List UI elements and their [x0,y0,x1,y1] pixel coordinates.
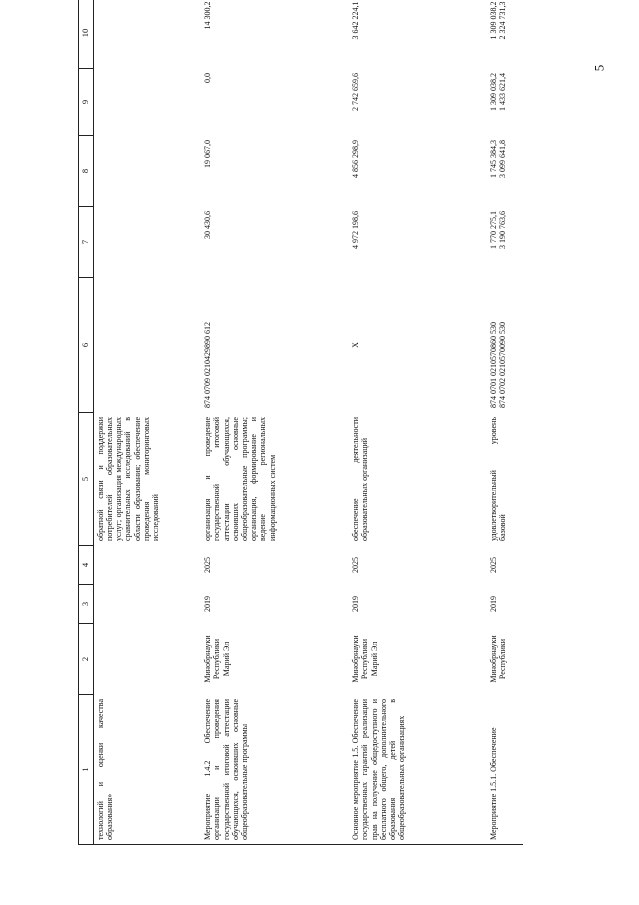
budget-code-line: X [351,342,361,348]
executor-cell: Минобрнауки Республики Марий Эл [351,635,379,683]
header-col-3: 3 [79,585,94,624]
end-year-cell: 2025 [203,557,213,573]
start-year-cell [93,585,201,624]
executor-cell: Минобрнауки Республики Марий Эл [203,635,231,683]
expected-result-cell: удовлетворительный уровень базовой [489,417,508,541]
amount-line: 2 324 731,3 [498,1,508,40]
activity-name-cell: Мероприятие 1.5.1. Обеспечение [487,695,523,845]
executor-cell [93,624,201,695]
amount-col-8-cell [201,136,349,207]
amount-col-8-cell [93,136,201,207]
amount-line: 30 430,6 [203,211,213,239]
amount-line: 2 742 659,6 [351,73,361,111]
header-col-9: 9 [79,69,94,136]
table-row [93,0,201,845]
executor-cell: Минобрнауки Республики [489,635,508,683]
table-header-row [79,0,94,845]
activity-name-cell: Мероприятие 1.4.2 Обеспечение организации и проведения государственной итоговой аттестации обучающихся, освоивших основные общеобразовательные программы [201,695,349,845]
end-year-cell: 2025 [489,557,499,573]
amount-col-9-cell [349,69,487,136]
budget-code-cell [201,278,349,413]
amount-line: 0,0 [203,73,213,83]
budget-code-cell [487,278,523,413]
budget-code-line: 874 0702 0210570090 530 [498,322,508,408]
amount-col-10-cell [349,0,487,69]
amount-line: 3 099 641,8 [498,140,508,178]
amount-col-7-cell [93,207,201,278]
amount-col-7-cell [349,207,487,278]
amount-line: 4 856 298,9 [351,140,361,178]
table-row [487,0,523,845]
amount-col-9-cell [487,69,523,136]
amount-col-9-cell [201,69,349,136]
start-year-cell: 2019 [203,596,213,612]
header-col-1: 1 [79,695,94,845]
amount-col-7-cell [201,207,349,278]
amount-line: 1 770 275,1 [489,211,499,249]
amount-col-8-cell [487,136,523,207]
amount-col-7-cell [487,207,523,278]
amount-line: 19 067,0 [203,140,213,168]
amount-col-10-cell [93,0,201,69]
budget-code-cell [349,278,487,413]
start-year-cell: 2019 [489,596,499,612]
end-year-cell: 2025 [351,557,361,573]
amount-col-8-cell [349,136,487,207]
header-col-7: 7 [79,207,94,278]
header-col-6: 6 [79,278,94,413]
amount-line: 1 309 038,2 [489,1,499,40]
budget-code-line: 874 0701 0210570860 530 [489,322,499,408]
header-col-8: 8 [79,136,94,207]
budget-code-cell [93,278,201,413]
table-row [201,0,349,845]
amount-line: 14 300,2 [203,1,213,30]
activity-name-cell: Основное мероприятие 1.5. Обеспечение государственных гарантий реализации прав на получение общедоступного и бесплатного общего, дополнительного образования детей в общеобразовательных организациях [349,695,487,845]
expected-result-cell: обеспечение деятельности образовательных организаций [351,417,370,541]
table-row [349,0,487,845]
start-year-cell: 2019 [351,596,361,612]
amount-line: 1 745 384,3 [489,140,499,178]
end-year-cell [93,546,201,585]
amount-line: 3 190 763,6 [498,211,508,249]
header-col-2: 2 [79,624,94,695]
header-col-5: 5 [79,413,94,546]
page-number: 5 [591,64,607,72]
header-col-10: 10 [79,0,94,69]
amount-col-10-cell [487,0,523,69]
header-col-4: 4 [79,546,94,585]
amount-line: 1 433 621,4 [498,73,508,111]
expected-result-cell: организация и проведение государственной итоговой аттестации обучающихся, освоивших основные общеобразовательные программы; организация, формирование и ведение региональных информационных систем [203,417,277,541]
amount-col-10-cell [201,0,349,69]
amount-col-9-cell [93,69,201,136]
expected-result-cell: обратной связи и поддержки потребителей образовательных услуг; организация международных сравнительных исследований в области образования; обеспечение проведения мониторинговых исследований [95,417,160,541]
program-activities-table [78,0,523,845]
amount-line: 1 309 038,2 [489,73,499,111]
activity-name-cell: технологий и оценки качества образования» [93,695,201,845]
budget-code-line: 874 0709 0210429890 612 [203,322,213,408]
amount-line: 4 972 198,6 [351,211,361,249]
amount-line: 3 642 224,1 [351,1,361,40]
